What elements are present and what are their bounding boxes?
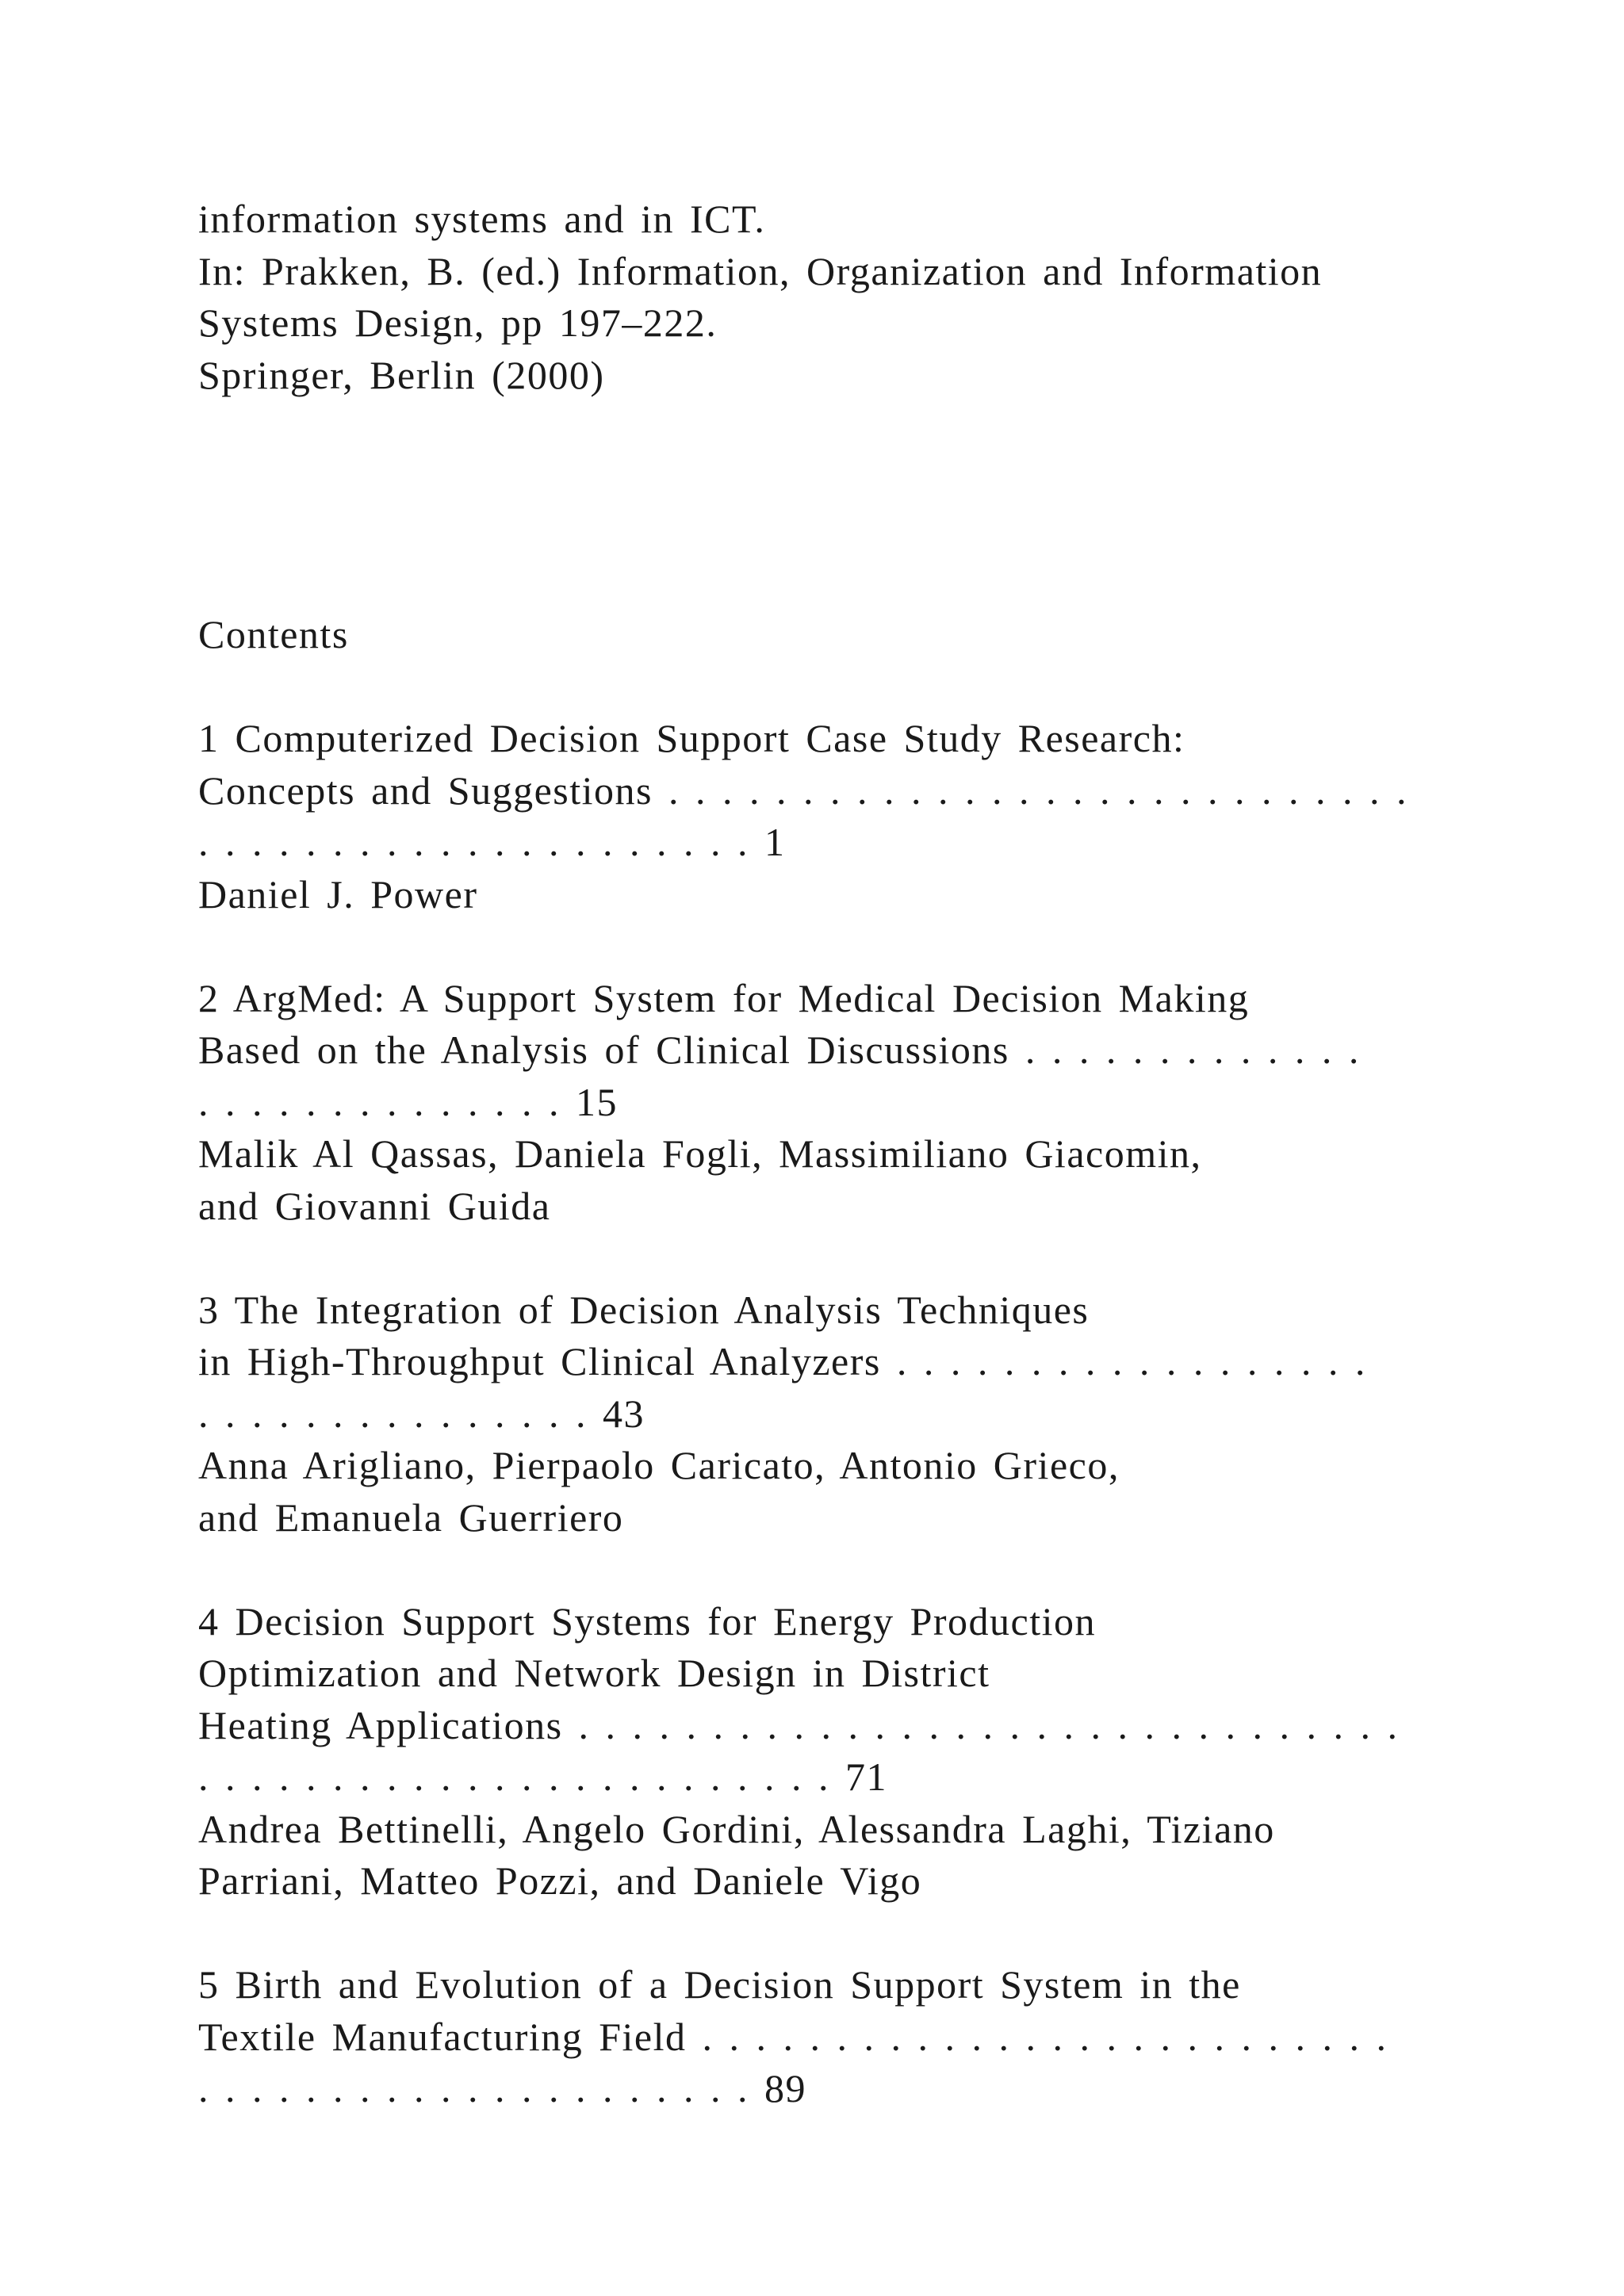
toc-entry-title: in High-Throughput Clinical Analyzers . . . . . . . . . . . . . . . . . . [198,1339,1366,1383]
toc-entry-authors: Parriani, Matteo Pozzi, and Daniele Vigo [198,1858,922,1903]
reference-line: information systems and in ICT. [198,197,766,241]
toc-entry-title: Optimization and Network Design in District [198,1651,990,1695]
spacer [198,1908,1435,1960]
toc-entry-title: 1 Computerized Decision Support Case Study Research: [198,716,1185,760]
spacer [198,661,1435,714]
toc-entry-page: . . . . . . . . . . . . . . . 43 [198,1391,645,1436]
toc-entry-page: . . . . . . . . . . . . . . . . . . . . . 89 [198,2066,806,2110]
toc-entry-authors: Andrea Bettinelli, Angelo Gordini, Alessandra Laghi, Tiziano [198,1806,1275,1851]
toc-entry-authors: Malik Al Qassas, Daniela Fogli, Massimiliano Giacomin, [198,1131,1202,1176]
toc-entry-title: 3 The Integration of Decision Analysis Techniques [198,1287,1090,1332]
spacer [198,1232,1435,1284]
spacer [198,1544,1435,1596]
spacer [198,401,1435,609]
toc-entry-title: Textile Manufacturing Field . . . . . . . . . . . . . . . . . . . . . . . . . . [198,2014,1388,2059]
toc-entry-title: Based on the Analysis of Clinical Discussions . . . . . . . . . . . . . [198,1027,1360,1072]
toc-entry-authors: and Giovanni Guida [198,1183,551,1228]
toc-entry-page: . . . . . . . . . . . . . . . . . . . . . . . . 71 [198,1755,887,1799]
toc-entry-authors: Anna Arigliano, Pierpaolo Caricato, Antonio Grieco, [198,1443,1120,1487]
toc-entry-title: Concepts and Suggestions . . . . . . . . . . . . . . . . . . . . . . . . . . . . [198,767,1408,813]
toc-entry-title: 2 ArgMed: A Support System for Medical Decision Making [198,975,1250,1020]
toc-entry-4 [198,1596,1435,1908]
toc-entry-5 [198,1959,1435,2115]
toc-entry-authors: and Emanuela Guerriero [198,1494,624,1540]
toc-entry-page: . . . . . . . . . . . . . . 15 [198,1079,618,1124]
reference-block [198,193,1435,401]
page-content [198,193,1435,2115]
toc-entry-page: . . . . . . . . . . . . . . . . . . . . . 1 [198,820,786,864]
toc-entry-title: 4 Decision Support Systems for Energy Production [198,1598,1096,1644]
toc-entry-1 [198,713,1435,920]
contents-heading: Contents [198,612,349,656]
toc-entry-title: Heating Applications . . . . . . . . . . . . . . . . . . . . . . . . . . . . . . . [198,1702,1399,1747]
reference-line: In: Prakken, B. (ed.) Information, Organization and Information [198,248,1323,293]
reference-line: Systems Design, pp 197–222. [198,300,718,345]
toc-entry-title: 5 Birth and Evolution of a Decision Support System in the [198,1962,1241,2007]
spacer [198,920,1435,973]
toc-entry-authors: Daniel J. Power [198,871,478,916]
toc-entry-2 [198,973,1435,1233]
toc-entry-3 [198,1284,1435,1544]
reference-line: Springer, Berlin (2000) [198,352,605,397]
